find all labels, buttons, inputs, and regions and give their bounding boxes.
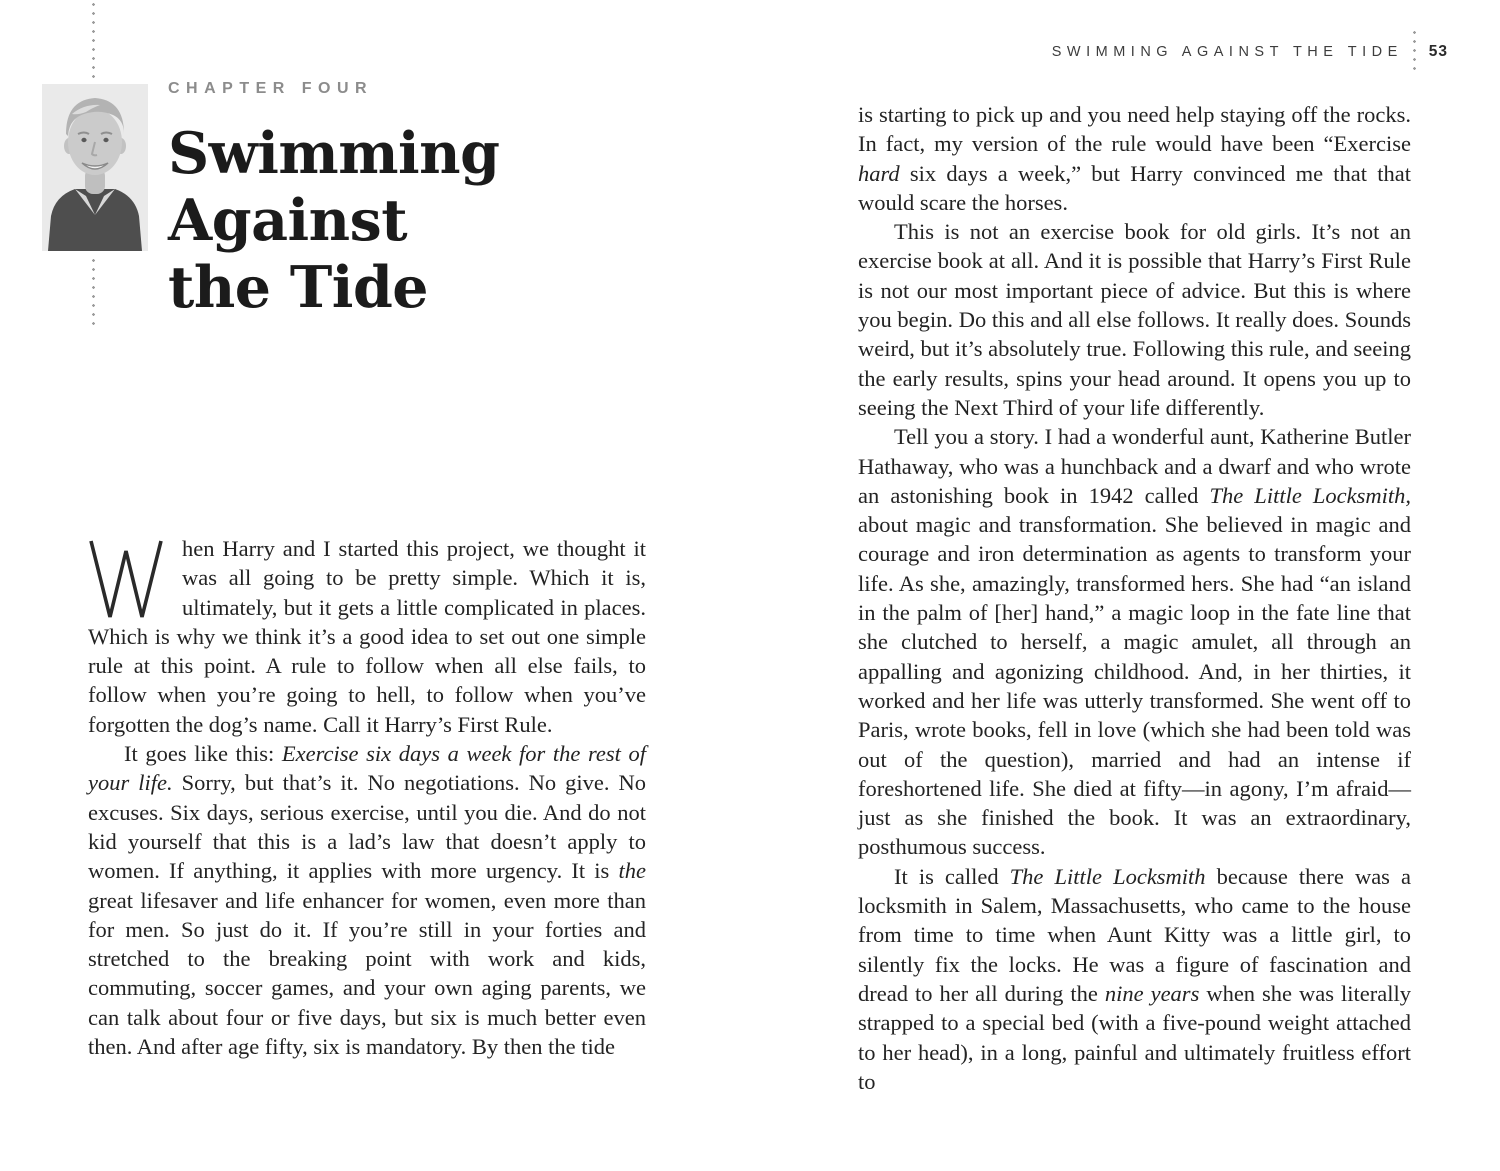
text-run: It goes like this:: [124, 741, 282, 767]
italic-text-run: Exercise six days a week for the rest of your life.: [88, 741, 646, 796]
chapter-title: [168, 120, 499, 321]
author-portrait-photo: [42, 84, 148, 251]
paragraph: [88, 739, 646, 1061]
italic-text-run: The Little Locksmith,: [1209, 482, 1412, 508]
text-run: when she was literally strapped to a special bed (with a five-pound weight attached to her head), in a long, painful and ultimately fruitless effort to: [858, 980, 1411, 1094]
italic-text-run: nine years: [1104, 980, 1200, 1006]
chapter-title-line-3: the Tide: [168, 254, 429, 321]
drop-cap-letter: [88, 539, 164, 619]
paragraph: [858, 217, 1411, 422]
chapter-label: CHAPTER FOUR: [168, 80, 374, 97]
header-dotted-rule: [1413, 28, 1416, 76]
text-run: is starting to pick up and you need help staying off the rocks. In fact, my version of the rule would have been “Exercise: [858, 102, 1411, 157]
running-header: [1052, 28, 1448, 76]
text-run: about magic and transformation. She believed in magic and courage and iron determination as agents to transform your life. As she, amazingly, transformed hers. She had “an island in the palm of [her] hand,” a magic loop in the fate line that she clutched to herself, a magic amulet, all through an appalling and agonizing childhood. And, in her thirties, it worked and her life was utterly transformed. She went off to Paris, wrote books, fell in love (which she had been told was out of the question), married and had an intense if foreshortened life. She died at fifty—in agony, I’m afraid—just as she finished the book. It was an extraordinary, posthumous success.: [858, 512, 1411, 860]
portrait-illustration: [42, 84, 148, 251]
left-page-body-text: [88, 534, 646, 1061]
chapter-title-line-2: Against: [168, 187, 408, 254]
chapter-heading: [168, 80, 499, 321]
italic-text-run: hard: [858, 160, 900, 186]
running-header-title: SWIMMING AGAINST THE TIDE: [1051, 44, 1403, 60]
text-run: Tell you a story. I had a wonderful aunt, Katherine Butler Hathaway, who was a hunchback and a dwarf and who wrote an astonishing book in 1942 called: [858, 424, 1411, 508]
paragraph: [858, 100, 1411, 217]
dotted-rule-top: [92, 0, 95, 78]
text-run: great lifesaver and life enhancer for women, even more than for men. So just do it. If you’re still in your forties and stretched to the breaking point with work and kids, commuting, soccer games, and your own aging parents, we can talk about four or five days, but six is much better even then. And after age fifty, six is mandatory. By then the tide: [88, 887, 646, 1060]
italic-text-run: The Little Locksmith: [1009, 863, 1206, 889]
text-run: Sorry, but that’s it. No negotiations. No give. No excuses. Six days, serious exercise, until you die. And do not kid yourself that this is a lad’s law that doesn’t apply to women. If anything, it applies with more urgency. It is: [88, 770, 646, 884]
italic-text-run: the: [618, 858, 646, 884]
paragraph: [858, 422, 1411, 861]
text-run: six days a week,” but Harry convinced me that that would scare the horses.: [858, 160, 1411, 215]
dotted-rule-bottom: [92, 256, 95, 326]
page-number: 53: [1428, 43, 1448, 60]
text-run: because there was a locksmith in Salem, Massachusetts, who came to the house from time to time when Aunt Kitty was a little girl, to silently fix the locks. He was a figure of fascination and dread to her all during the: [858, 863, 1411, 1006]
right-page-body-text: [858, 100, 1411, 1096]
paragraph: [88, 534, 646, 739]
text-run: hen Harry and I started this project, we thought it was all going to be pretty simple. Which it is, ultimately, but it gets a little complicated in places. Which is why we think it’s a good idea to set out one simple rule at this point. A rule to follow when all else fails, to follow when you’re going to hell, to follow when you’ve forgotten the dog’s name. Call it Harry’s First Rule.: [88, 536, 646, 737]
text-run: It is called: [894, 863, 1010, 889]
chapter-title-line-1: Swimming: [168, 120, 500, 187]
paragraph: [858, 862, 1411, 1096]
text-run: This is not an exercise book for old girls. It’s not an exercise book at all. And it is possible that Harry’s First Rule is not our most important piece of advice. But this is where you begin. Do this and all else follows. It really does. Sounds weird, but it’s absolutely true. Following this rule, and seeing the early results, spins your head around. It opens you up to seeing the Next Third of your life differently.: [858, 219, 1411, 420]
